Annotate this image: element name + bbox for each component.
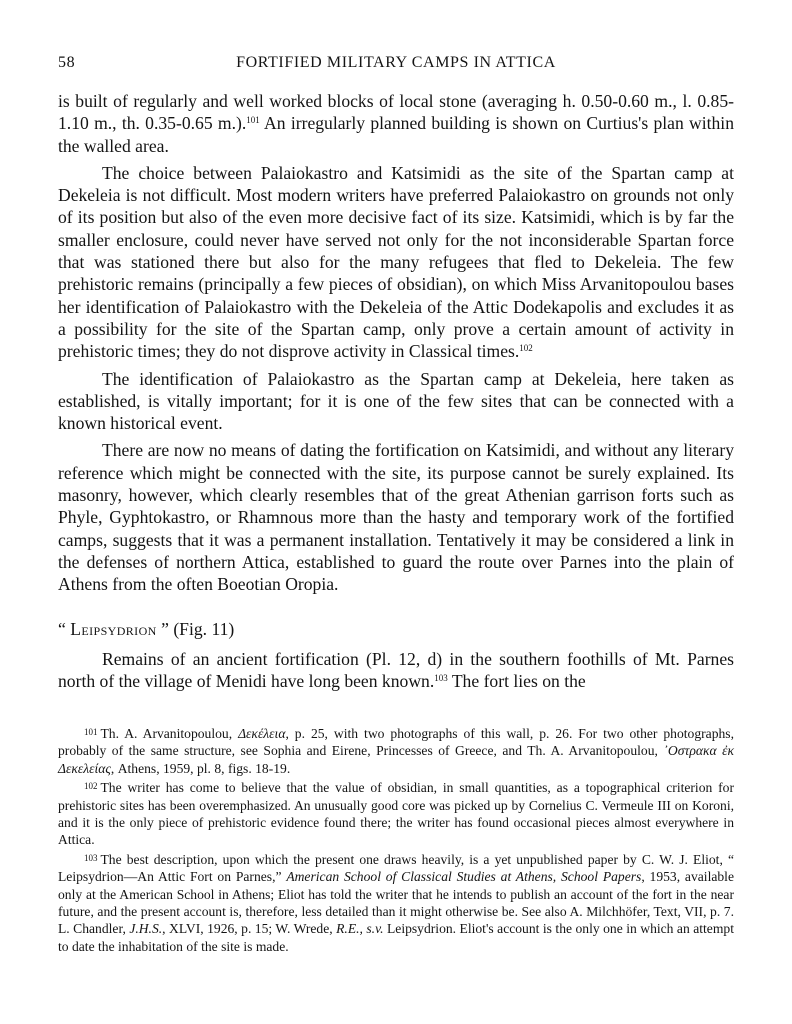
running-title: FORTIFIED MILITARY CAMPS IN ATTICA (236, 54, 556, 71)
footnotes (58, 724, 734, 956)
paragraph-choice: The choice between Palaiokastro and Katsimidi as the site of the Spartan camp at Dekeleia is not difficult. Most modern writers have preferred Palaiokastro on grounds not only of its position but also of the even more decisive fact of its size. Katsimidi, which is by far the smaller enclosure, could never have served not only for the not inconsiderable Spartan force that was stationed there but also for the many refugees that fled to Dekeleia. The few prehistoric remains (principally a few pieces of obsidian), on which Miss Arvanitopoulou bases her identification of Palaiokastro with the Dekeleia of the Attic Dodekapolis and excludes it as a possibility for the site of the Spartan camp, only prove a certain amount of activity in prehistoric times; they do not disprove activity in Classical times.$^{102}$ (58, 162, 734, 362)
paragraph-identification: The identification of Palaiokastro as the Spartan camp at Dekeleia, here taken as established, is vitally important; for it is one of the few sites that can be connected with a known historical event. (58, 368, 734, 434)
running-head (58, 54, 734, 78)
footnote-101: $^{101}$ Th. A. Arvanitopoulou, Δεκέλεια, p. 25, with two photographs of this wall, p. 26. For two other photographs, probably of the same structure, see Sophia and Eirene, Princesses of Greece, and Th. A. Arvanitopoulou, ᾿Οστρακα ἐκ Δεκελείας, Athens, 1959, pl. 8, figs. 18-19. (58, 726, 735, 776)
section-heading: “ Leipsydrion ” (Fig. 11) (58, 618, 235, 639)
footnote-102: $^{102}$ The writer has come to believe that the value of obsidian, in small quantities, as a topographical criterion for prehistoric sites has been overemphasized. An unusually good core was picked up by Cornelius C. Vermeule III on Koroni, and it is the only piece of prehistoric evidence found there; the writer has found occasional pieces almost everywhere in Attica. (58, 780, 734, 848)
footnote-103: $^{103}$ The best description, upon which the present one draws heavily, is a yet unpublished paper by C. W. J. Eliot, “ Leipsydrion—An Attic Fort on Parnes,” American School of Classical Studies at Athens, School Papers, 1953, available only at the American School in Athens; Eliot has told the writer that he intends to publish an account of the fort in the near future, and the present account is, therefore, less detailed than it might otherwise be. See also A. Milchhöfer, Text, VII, p. 7. L. Chandler, J.H.S., XLVI, 1926, p. 15; W. Wrede, R.E., s.v. Leipsydrion. Eliot's account is the only one in which an attempt to date the inhabitation of the site is made. (58, 851, 734, 954)
section-heading-name: Leipsydrion (70, 618, 157, 639)
footnote-ref-102: 102 (519, 343, 533, 354)
footnote-ref-103: 103 (434, 673, 448, 684)
body-text (58, 90, 734, 697)
paragraph-continuation: is built of regularly and well worked blocks of local stone (averaging h. 0.50-0.60 m., l. 0.85-1.10 m., th. 0.35-0.65 m.).$^{101}$ An irregularly planned building is shown on Curtius's plan within the walled area. (58, 91, 734, 156)
footnote-ref-101: 101 (246, 115, 260, 126)
page-number: 58 (58, 54, 76, 71)
paragraph-remains: Remains of an ancient fortification (Pl. 12, d) in the southern foothills of Mt. Parnes north of the village of Menidi have long been known.$^{103}$ The fort lies on the (58, 648, 734, 692)
paragraph-dating: There are now no means of dating the fortification on Katsimidi, and without any literary reference which might be connected with the site, its purpose cannot be surely explained. Its masonry, however, which clearly resembles that of the great Athenian garrison forts such as Phyle, Gyphtokastro, or Rhamnous more than the hasty and temporary work of the fortified camps, suggests that it was a permanent installation. Tentatively it may be considered a link in the defenses of northern Attica, established to guard the route over Parnes into the plain of Athens from the often Boeotian Oropia. (58, 440, 734, 595)
